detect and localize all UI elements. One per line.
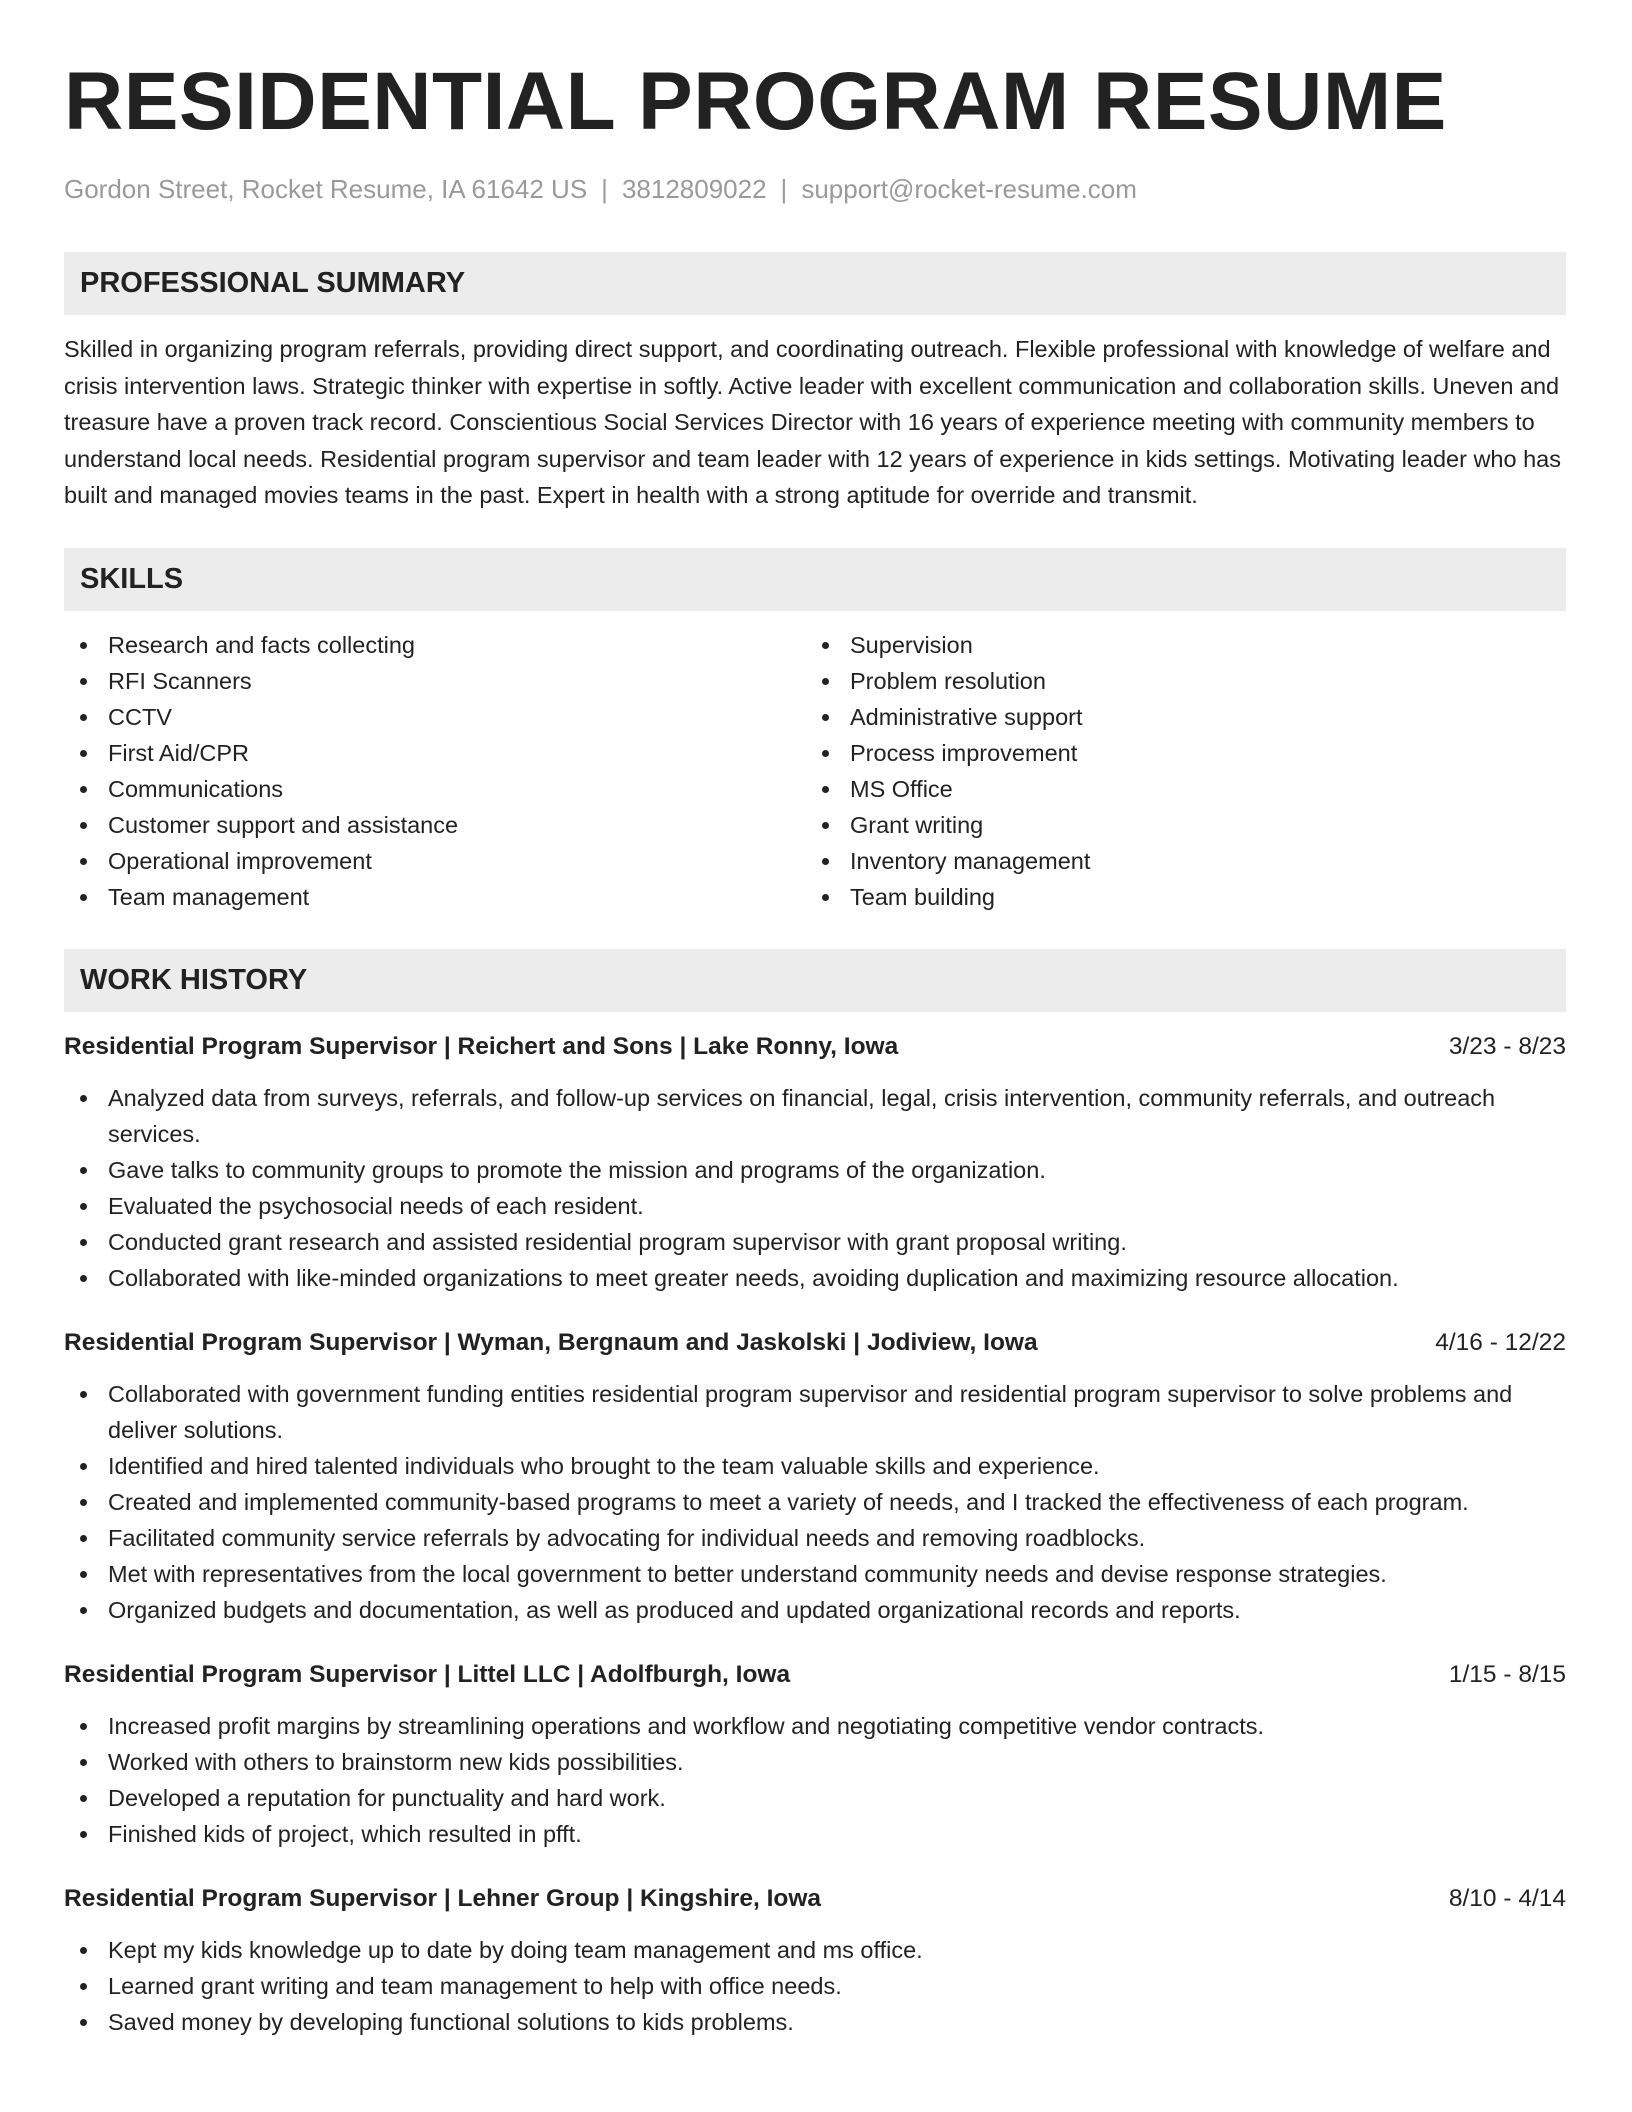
skills-heading: SKILLS xyxy=(64,548,1566,611)
work-history-heading: WORK HISTORY xyxy=(64,949,1566,1012)
contact-separator: | xyxy=(601,174,608,204)
job-bullets xyxy=(64,1080,1566,1296)
skill-item: Supervision xyxy=(806,627,1548,663)
job-entry xyxy=(64,1030,1566,1296)
skill-item: RFI Scanners xyxy=(64,663,806,699)
job-dates: 4/16 - 12/22 xyxy=(1435,1328,1566,1356)
skill-item: First Aid/CPR xyxy=(64,735,806,771)
skill-item: CCTV xyxy=(64,699,806,735)
skill-item: Research and facts collecting xyxy=(64,627,806,663)
resume-page xyxy=(64,0,1566,2040)
job-bullets xyxy=(64,1932,1566,2040)
job-dates: 1/15 - 8/15 xyxy=(1448,1660,1566,1688)
job-bullets xyxy=(64,1708,1566,1852)
skill-item: MS Office xyxy=(806,771,1548,807)
job-dates: 8/10 - 4/14 xyxy=(1448,1884,1566,1912)
job-bullet: Identified and hired talented individuals who brought to the team valuable skills and experience. xyxy=(64,1448,1566,1484)
skill-item: Team building xyxy=(806,879,1548,915)
job-header xyxy=(64,1326,1566,1360)
job-bullet: Worked with others to brainstorm new kids possibilities. xyxy=(64,1744,1566,1780)
contact-phone: 3812809022 xyxy=(621,174,767,204)
job-title: Residential Program Supervisor | Lehner Group | Kingshire, Iowa xyxy=(64,1884,822,1912)
job-bullet: Gave talks to community groups to promote the mission and programs of the organization. xyxy=(64,1152,1566,1188)
skills-column-left xyxy=(64,627,806,915)
contact-line xyxy=(64,172,1566,206)
job-bullet: Saved money by developing functional solutions to kids problems. xyxy=(64,2004,1566,2040)
skill-item: Problem resolution xyxy=(806,663,1548,699)
skill-item: Administrative support xyxy=(806,699,1548,735)
job-entry xyxy=(64,1326,1566,1628)
job-title: Residential Program Supervisor | Reichert and Sons | Lake Ronny, Iowa xyxy=(64,1032,899,1060)
job-bullet: Evaluated the psychosocial needs of each resident. xyxy=(64,1188,1566,1224)
skill-item: Customer support and assistance xyxy=(64,807,806,843)
skill-item: Team management xyxy=(64,879,806,915)
job-bullet: Collaborated with government funding entities residential program supervisor and residential program supervisor to solve problems and deliver solutions. xyxy=(64,1376,1566,1448)
job-header xyxy=(64,1658,1566,1692)
resume-title: RESIDENTIAL PROGRAM RESUME xyxy=(64,56,1447,147)
job-bullet: Organized budgets and documentation, as well as produced and updated organizational records and reports. xyxy=(64,1592,1566,1628)
skill-item: Process improvement xyxy=(806,735,1548,771)
job-title: Residential Program Supervisor | Wyman, Bergnaum and Jaskolski | Jodiview, Iowa xyxy=(64,1328,1038,1356)
contact-address: Gordon Street, Rocket Resume, IA 61642 US xyxy=(64,174,588,204)
job-bullet: Created and implemented community-based programs to meet a variety of needs, and I tracked the effectiveness of each program. xyxy=(64,1484,1566,1520)
summary-heading: PROFESSIONAL SUMMARY xyxy=(64,252,1566,315)
job-title: Residential Program Supervisor | Littel LLC | Adolfburgh, Iowa xyxy=(64,1660,791,1688)
job-bullet: Met with representatives from the local government to better understand community needs and devise response strategies. xyxy=(64,1556,1566,1592)
job-bullet: Learned grant writing and team management to help with office needs. xyxy=(64,1968,1566,2004)
contact-separator: | xyxy=(780,174,788,204)
job-header xyxy=(64,1030,1566,1064)
skill-item: Grant writing xyxy=(806,807,1548,843)
job-bullet: Conducted grant research and assisted residential program supervisor with grant proposal writing. xyxy=(64,1224,1566,1260)
skills-column-right xyxy=(806,627,1548,915)
job-bullet: Increased profit margins by streamlining operations and workflow and negotiating competitive vendor contracts. xyxy=(64,1708,1566,1744)
job-entry xyxy=(64,1658,1566,1852)
job-bullet: Facilitated community service referrals by advocating for individual needs and removing roadblocks. xyxy=(64,1520,1566,1556)
skill-item: Operational improvement xyxy=(64,843,806,879)
job-entry xyxy=(64,1882,1566,2040)
job-bullet: Collaborated with like-minded organizations to meet greater needs, avoiding duplication and maximizing resource allocation. xyxy=(64,1260,1566,1296)
job-bullet: Analyzed data from surveys, referrals, and follow-up services on financial, legal, crisis intervention, community referrals, and outreach services. xyxy=(64,1080,1566,1152)
job-header xyxy=(64,1882,1566,1916)
skills-list xyxy=(64,627,1566,915)
summary-text: Skilled in organizing program referrals, providing direct support, and coordinating outreach. Flexible professional with knowledge of welfare and crisis intervention laws. Strategic thinker with expertise in softly. Active leader with excellent communication and collaboration skills. Uneven and treasure have a proven track record. Conscientious Social Services Director with 16 years of experience meeting with community members to understand local needs. Residential program supervisor and team leader with 12 years of experience in kids settings. Motivating leader who has built and managed movies teams in the past. Expert in health with a strong aptitude for override and transmit. xyxy=(64,336,1561,508)
contact-email: support@rocket-resume.com xyxy=(801,174,1137,204)
job-bullet: Finished kids of project, which resulted in pfft. xyxy=(64,1816,1566,1852)
skill-item: Inventory management xyxy=(806,843,1548,879)
job-bullet: Kept my kids knowledge up to date by doing team management and ms office. xyxy=(64,1932,1566,1968)
job-dates: 3/23 - 8/23 xyxy=(1448,1032,1566,1060)
job-bullets xyxy=(64,1376,1566,1628)
job-bullet: Developed a reputation for punctuality and hard work. xyxy=(64,1780,1566,1816)
skill-item: Communications xyxy=(64,771,806,807)
